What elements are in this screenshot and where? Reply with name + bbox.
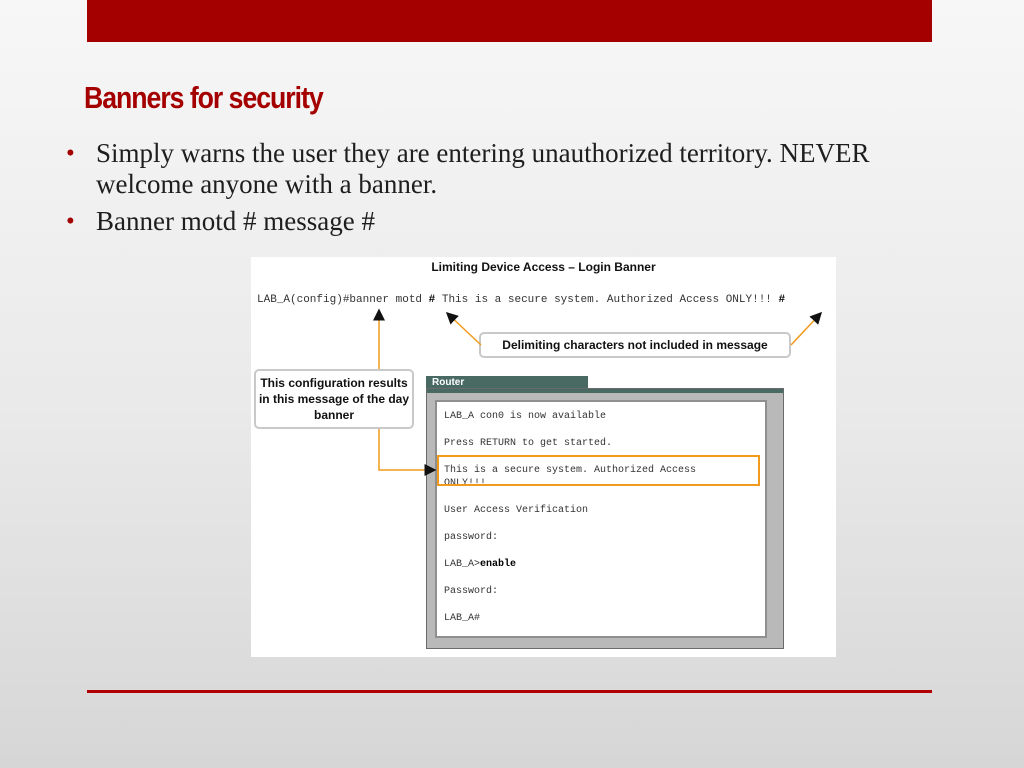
command-prefix: LAB_A(config)#banner motd (257, 294, 429, 306)
callout-configuration-result: This configuration results in this message of the day banner (254, 369, 414, 429)
terminal-line: Press RETURN to get started. (444, 438, 613, 449)
slide-title: Banners for security (84, 80, 323, 115)
arrow-to-open-delimiter (447, 313, 481, 345)
login-banner-figure (251, 257, 836, 657)
terminal-line: password: (444, 532, 499, 543)
delimiter-open: # (428, 294, 436, 306)
callout-delimiters: Delimiting characters not included in message (479, 332, 791, 358)
bullet-text: Banner motd # message # (96, 206, 375, 236)
terminal-prompt: LAB_A> (444, 559, 481, 570)
bullet-text: Simply warns the user they are entering unauthorized territory. NEVER welcome anyone with a banner. (96, 138, 870, 199)
figure-title: Limiting Device Access – Login Banner (431, 260, 656, 274)
bullet-icon: • (66, 208, 75, 235)
bullet-item (62, 206, 942, 237)
arrow-to-banner-output (379, 429, 435, 470)
delimiter-close: # (778, 294, 786, 306)
bullet-icon: • (66, 140, 75, 167)
annotation-arrows (251, 257, 836, 657)
arrow-to-close-delimiter (791, 313, 821, 345)
bullet-list (62, 138, 942, 243)
bullet-item (62, 138, 942, 200)
terminal-banner-line: This is a secure system. Authorized Access (444, 465, 697, 476)
header-accent-bar (87, 0, 932, 42)
footer-rule (87, 690, 932, 693)
router-window-tab: Router (426, 376, 588, 389)
terminal-line: LAB_A con0 is now available (444, 411, 607, 422)
terminal-line: LAB_A# (444, 613, 481, 624)
terminal-banner-line: ONLY!!! (444, 478, 487, 489)
terminal-line: User Access Verification (444, 505, 589, 516)
command-message: This is a secure system. Authorized Access ONLY!!! (435, 294, 779, 306)
terminal-line: Password: (444, 586, 499, 597)
terminal-enable-command: enable (480, 559, 517, 570)
